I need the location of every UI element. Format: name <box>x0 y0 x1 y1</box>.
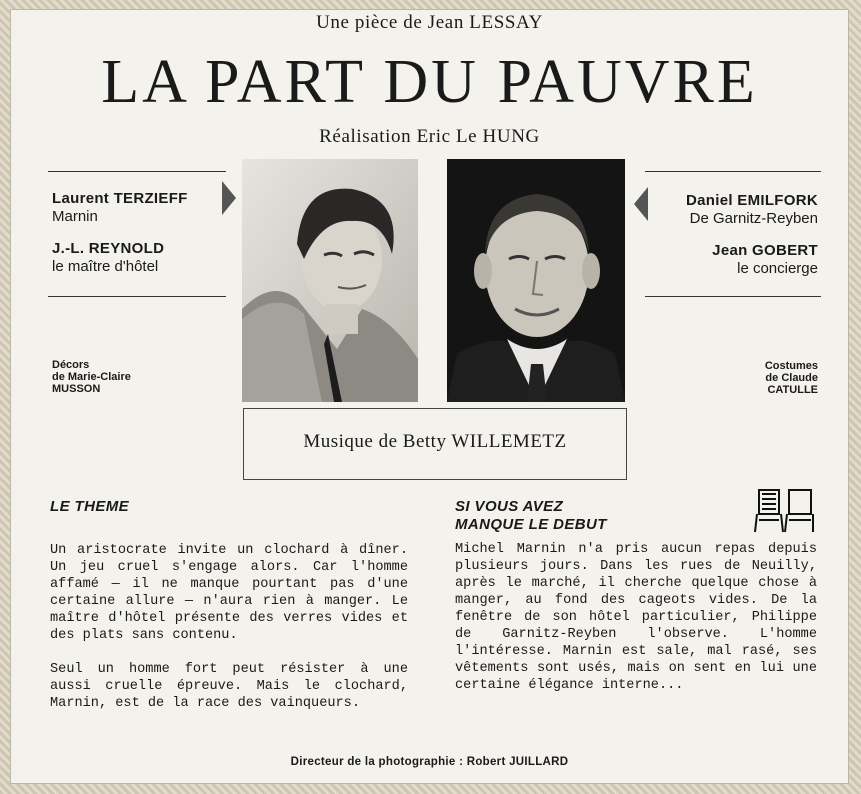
theme-heading: LE THEME <box>50 498 130 515</box>
cast-left-2 <box>52 240 242 276</box>
music-credit: Musique de Betty WILLEMETZ <box>303 431 567 452</box>
right-top-rule <box>645 171 821 172</box>
left-top-rule <box>48 171 226 172</box>
decor-credit <box>52 359 192 395</box>
play-credit: Une pièce de Jean LESSAY <box>316 12 543 33</box>
music-credit-box <box>243 408 627 480</box>
actor-name: J.-L. REYNOLD <box>52 240 165 257</box>
costumes-label: Costumes <box>764 360 818 372</box>
decor-name: MUSSON <box>52 383 101 395</box>
article-page <box>10 9 849 784</box>
actor-role: le concierge <box>737 260 818 277</box>
theme-paragraph-2: Seul un homme fort peut résister à une aussi cruelle épreuve. Mais le clochard, Marnin, est de la race des vainqueurs. <box>50 662 408 711</box>
theme-paragraph-1: Un aristocrate invite un clochard à dîner. Un jeu cruel s'engage alors. Car l'homme affamé — il ne manque pourtant pas d'une certaine allure — n'aura rien à manger. Le maître d'hôtel présente des verres vides et des plats sans contenu. <box>50 543 408 643</box>
missed-heading <box>455 498 607 534</box>
missed-text <box>455 541 817 694</box>
photography-credit: Directeur de la photographie : Robert JUILLARD <box>290 756 569 768</box>
cast-right-2 <box>640 242 818 278</box>
cast-left-1 <box>52 190 232 226</box>
pointer-right-icon <box>222 181 236 215</box>
costumes-credit <box>678 360 818 396</box>
photo-laurent-terzieff <box>242 159 418 402</box>
two-chairs-icon <box>753 486 815 534</box>
theme-text <box>50 542 408 712</box>
missed-paragraph: Michel Marnin n'a pris aucun repas depuis plusieurs jours. Dans les rues de Neuilly, après le marché, il cherche quelque chose à manger, au fond des cageots vides. De la fenêtre de son hôtel particulier, Philippe de Garnitz-Reyben l'observe. L'homme l'intéresse. Marnin est sale, mal rasé, ses vêtements sont usés, mais on sent en lui une certaine élégance interne... <box>455 542 817 693</box>
actor-name: Jean GOBERT <box>712 242 818 259</box>
decor-by: de Marie-Claire <box>52 371 131 383</box>
costumes-by: de Claude <box>765 372 818 384</box>
right-bottom-rule <box>645 296 821 297</box>
play-title: LA PART DU PAUVRE <box>101 48 758 116</box>
actor-name: Daniel EMILFORK <box>685 192 818 209</box>
costumes-name: CATULLE <box>767 384 818 396</box>
left-bottom-rule <box>48 296 226 297</box>
missed-heading-line-1: SI VOUS AVEZ <box>455 498 564 515</box>
missed-heading-line-2: MANQUE LE DEBUT <box>455 516 607 533</box>
actor-role: Marnin <box>52 208 98 225</box>
actor-role: le maître d'hôtel <box>52 258 159 275</box>
photo-daniel-emilfork <box>447 159 625 402</box>
director-credit: Réalisation Eric Le HUNG <box>319 126 540 147</box>
cast-right-1 <box>640 192 818 228</box>
actor-name: Laurent TERZIEFF <box>52 190 188 207</box>
actor-role: De Garnitz-Reyben <box>689 210 818 227</box>
decor-label: Décors <box>52 359 90 371</box>
